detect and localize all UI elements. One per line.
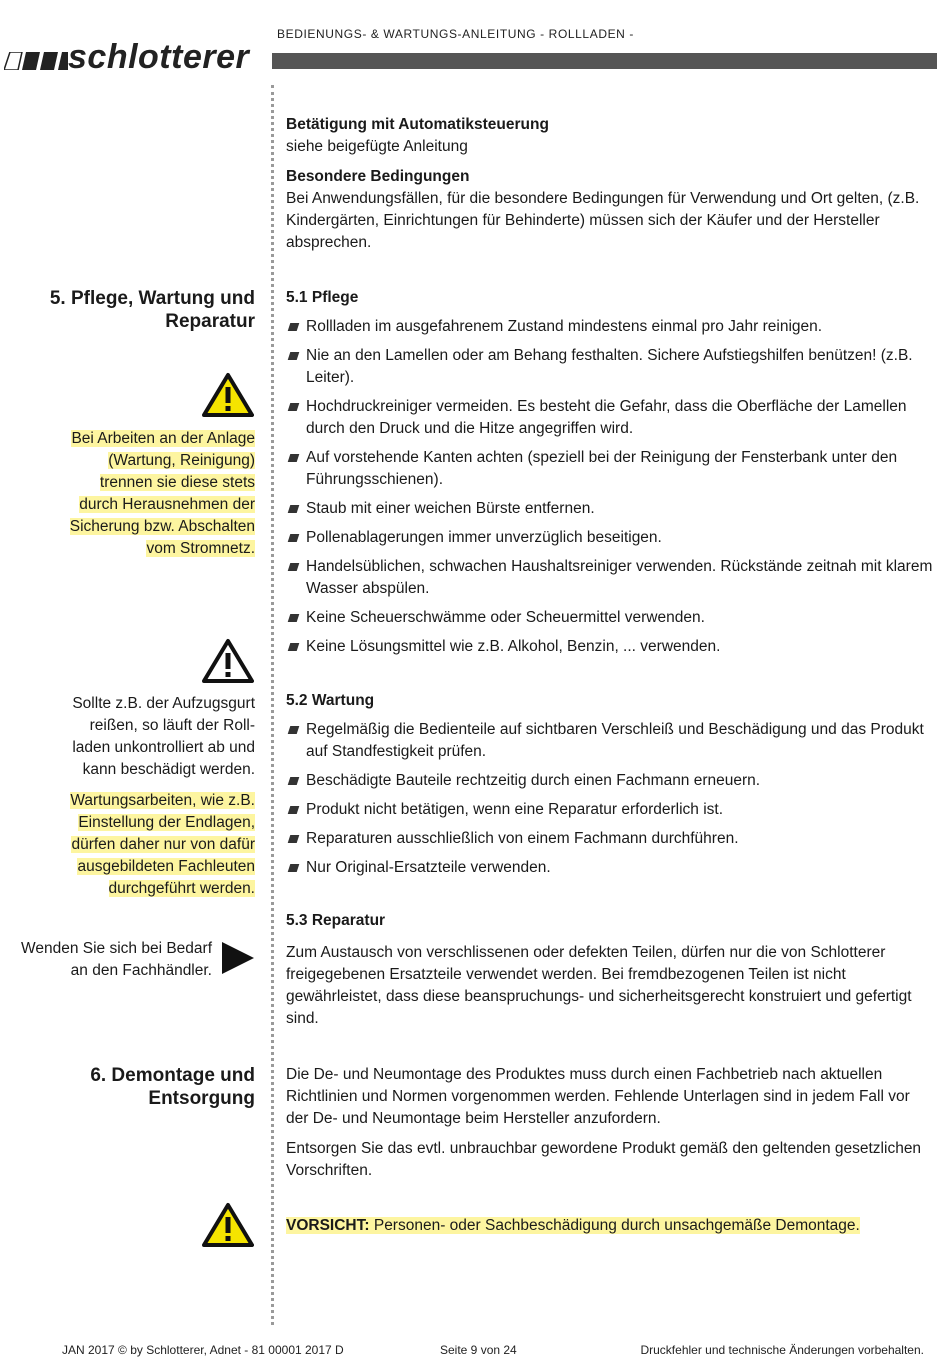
column-divider xyxy=(271,85,274,1325)
disposal-text-1: Die De- und Neumontage des Produktes muss durch einen Fachbetrieb nach aktuellen Richtlinien und Normen vorgenommen werden. Fehlende Unterlagen sind in jedem Fall vor der De- und Neumontage beim Hersteller anzufordern. xyxy=(286,1066,910,1127)
note-line: an den Fachhändler. xyxy=(70,962,212,979)
note-line: Einstellung der Endlagen, xyxy=(78,814,255,831)
note-line: ausgebildeten Fachleuten xyxy=(77,858,255,875)
header-bar xyxy=(272,53,937,69)
document-header-title: BEDIENUNGS- & WARTUNGS-ANLEITUNG - ROLLLADEN - xyxy=(277,27,634,41)
special-conditions-text: Bei Anwendungsfällen, für die besondere Bedingungen für Verwendung und Ort gelten, (z.B. Kindergärten, Einrichtungen für Behinderte) müssen sich der Käufer und der Hersteller absprechen. xyxy=(286,190,920,251)
company-logo: schlotterer xyxy=(68,38,250,76)
list-item xyxy=(286,498,936,520)
square-bullet-icon xyxy=(288,806,300,814)
special-conditions-heading: Besondere Bedingungen xyxy=(286,168,470,185)
list-item-text: Rollladen im ausgefahrenem Zustand mindestens einmal pro Jahr reinigen. xyxy=(306,318,823,335)
note-line: Sollte z.B. der Aufzugsgurt xyxy=(72,695,255,712)
section-6-title-line: 6. Demontage und xyxy=(90,1065,255,1086)
list-item xyxy=(286,719,936,763)
disposal-block xyxy=(286,1064,936,1182)
disposal-text-2: Entsorgen Sie das evtl. unbrauchbar gewordene Produkt gemäß den geltenden gesetzlichen Vorschriften. xyxy=(286,1140,922,1179)
list-item xyxy=(286,345,936,389)
list-item xyxy=(286,636,936,658)
list-item-text: Handelsüblichen, schwachen Haushaltsreiniger verwenden. Rückstände zeitnah mit klarem Wasser abspülen. xyxy=(306,558,933,597)
list-item xyxy=(286,857,936,879)
square-bullet-icon xyxy=(288,563,300,571)
intro-block xyxy=(286,114,936,254)
wartung-block xyxy=(286,690,936,886)
list-item xyxy=(286,828,936,850)
list-item-text: Produkt nicht betätigen, wenn eine Reparatur erforderlich ist. xyxy=(306,801,724,818)
list-item-text: Staub mit einer weichen Bürste entfernen. xyxy=(306,500,595,517)
note-line: laden unkontrolliert ab und xyxy=(72,739,255,756)
list-item-text: Regelmäßig die Bedienteile auf sichtbaren Verschleiß und Beschädigung und das Produkt auf Standfestigkeit prüfen. xyxy=(306,721,924,760)
pflege-block xyxy=(286,287,936,665)
reparatur-heading: 5.3 Reparatur xyxy=(286,912,386,929)
note-line: Wartungsarbeiten, wie z.B. xyxy=(70,792,255,809)
list-item-text: Reparaturen ausschließlich von einem Fachmann durchführen. xyxy=(306,830,739,847)
list-item xyxy=(286,556,936,600)
list-item xyxy=(286,396,936,440)
list-item xyxy=(286,316,936,338)
square-bullet-icon xyxy=(288,454,300,462)
maintenance-note xyxy=(15,790,255,900)
caution-line xyxy=(286,1215,936,1237)
square-bullet-icon xyxy=(288,323,300,331)
section-5-title-line: 5. Pflege, Wartung und xyxy=(49,288,255,309)
warning-triangle-outline-icon xyxy=(202,638,254,684)
list-item-text: Auf vorstehende Kanten achten (speziell bei der Reinigung der Fensterbank unter den Führungsschienen). xyxy=(306,449,898,488)
list-item-text: Keine Lösungsmittel wie z.B. Alkohol, Benzin, ... verwenden. xyxy=(306,638,721,655)
automatic-control-heading: Betätigung mit Automatiksteuerung xyxy=(286,116,549,133)
note-line: durch Herausnehmen der xyxy=(79,496,255,513)
list-item-text: Pollenablagerungen immer unverzüglich beseitigen. xyxy=(306,529,662,546)
square-bullet-icon xyxy=(288,614,300,622)
square-bullet-icon xyxy=(288,777,300,785)
square-bullet-icon xyxy=(288,505,300,513)
list-item xyxy=(286,447,936,491)
list-item xyxy=(286,607,936,629)
section-6-title-line: Entsorgung xyxy=(148,1088,255,1109)
footer-disclaimer: Druckfehler und technische Änderungen vorbehalten. xyxy=(640,1343,924,1357)
list-item xyxy=(286,527,936,549)
warning-triangle-icon xyxy=(202,1202,254,1248)
note-line: trennen sie diese stets xyxy=(99,474,255,491)
list-item xyxy=(286,770,936,792)
section-5-title-line: Reparatur xyxy=(165,311,255,332)
pflege-heading: 5.1 Pflege xyxy=(286,289,359,306)
square-bullet-icon xyxy=(288,864,300,872)
dealer-note xyxy=(0,938,212,982)
section-6-title xyxy=(15,1064,255,1110)
square-bullet-icon xyxy=(288,643,300,651)
reparatur-block xyxy=(286,910,936,1030)
automatic-control-text: siehe beigefügte Anleitung xyxy=(286,138,468,155)
note-line: Sicherung bzw. Abschalten xyxy=(69,518,255,535)
caution-label: VORSICHT: xyxy=(286,1217,370,1234)
pflege-list xyxy=(286,316,936,658)
square-bullet-icon xyxy=(288,726,300,734)
note-line: Wenden Sie sich bei Bedarf xyxy=(21,940,212,957)
square-bullet-icon xyxy=(288,352,300,360)
footer-page-number: Seite 9 von 24 xyxy=(440,1343,517,1357)
reparatur-text: Zum Austausch von verschlissenen oder defekten Teilen, dürfen nur die von Schlotterer freigegebenen Ersatzteile verwendet werden. Bei fremdbezogenen Teilen ist nicht gewährleistet, dass diese beanspruchungs- und sicherheitsgerecht konstruiert und gefertigt sind. xyxy=(286,944,912,1027)
caution-text: Personen- oder Sachbeschädigung durch unsachgemäße Demontage. xyxy=(369,1217,860,1234)
wartung-list xyxy=(286,719,936,879)
list-item-text: Keine Scheuerschwämme oder Scheuermittel verwenden. xyxy=(306,609,705,626)
note-line: durchgeführt werden. xyxy=(108,880,255,897)
note-line: Bei Arbeiten an der Anlage xyxy=(71,430,255,447)
note-line: kann beschädigt werden. xyxy=(82,761,255,778)
warning-triangle-icon xyxy=(202,372,254,418)
wartung-heading: 5.2 Wartung xyxy=(286,692,375,709)
square-bullet-icon xyxy=(288,403,300,411)
section-5-title xyxy=(15,287,255,333)
power-warning-note xyxy=(15,428,255,560)
logo-stripes-icon xyxy=(4,52,68,70)
square-bullet-icon xyxy=(288,835,300,843)
note-line: (Wartung, Reinigung) xyxy=(108,452,255,469)
list-item-text: Nur Original-Ersatzteile verwenden. xyxy=(306,859,551,876)
list-item-text: Nie an den Lamellen oder am Behang festhalten. Sichere Aufstiegshilfen benützen! (z.B. Leiter). xyxy=(306,347,913,386)
note-line: dürfen daher nur von dafür xyxy=(71,836,255,853)
belt-note xyxy=(15,693,255,781)
square-bullet-icon xyxy=(288,534,300,542)
list-item-text: Hochdruckreiniger vermeiden. Es besteht die Gefahr, dass die Oberfläche der Lamellen durch den Druck und die Hitze angegriffen wird. xyxy=(306,398,907,437)
list-item-text: Beschädigte Bauteile rechtzeitig durch einen Fachmann erneuern. xyxy=(306,772,761,789)
footer-copyright: JAN 2017 © by Schlotterer, Adnet - 81 00001 2017 D xyxy=(62,1343,344,1357)
note-line: vom Stromnetz. xyxy=(146,540,255,557)
list-item xyxy=(286,799,936,821)
note-line: reißen, so läuft der Roll- xyxy=(89,717,255,734)
arrow-right-icon xyxy=(222,942,254,974)
